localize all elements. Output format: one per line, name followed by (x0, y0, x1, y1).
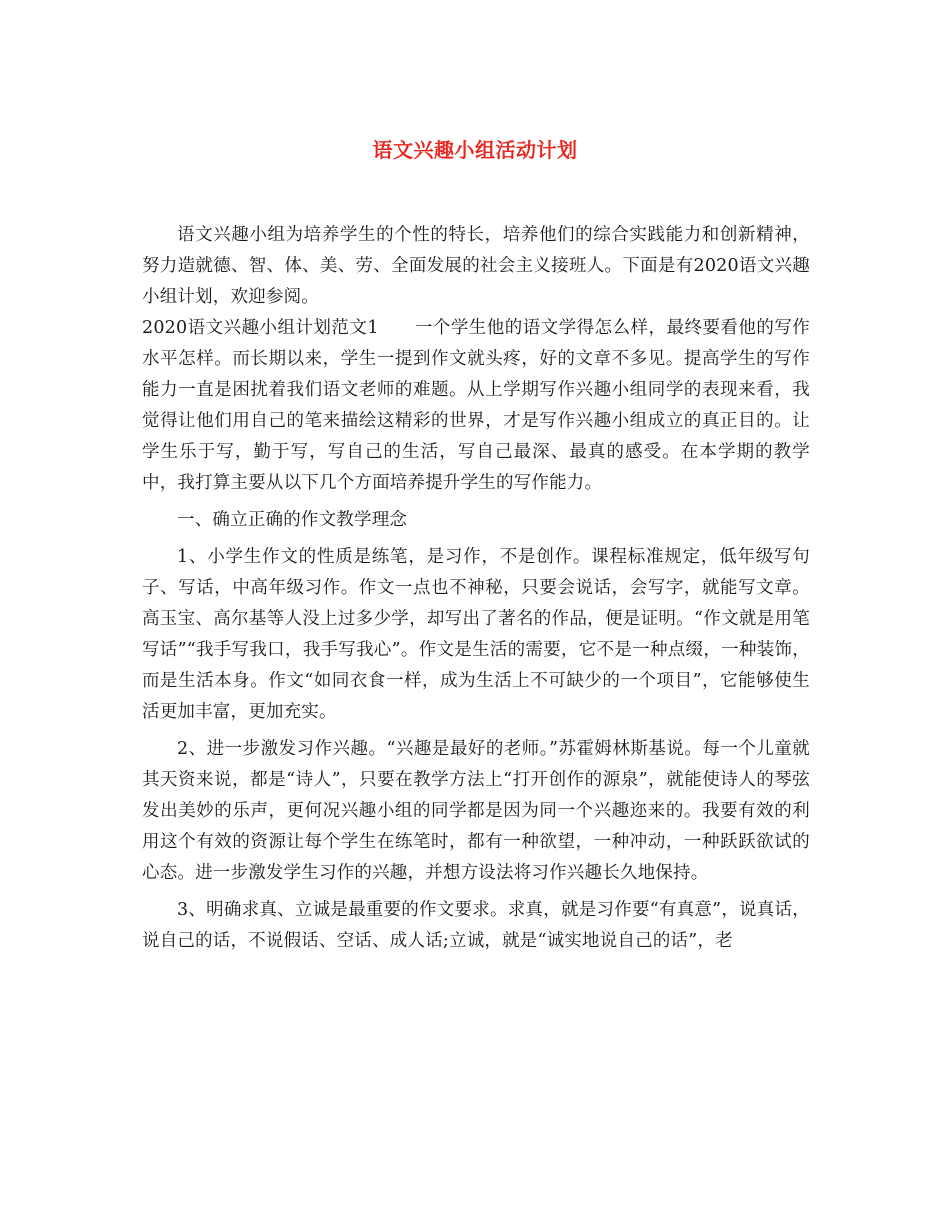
point-2-paragraph: 2、进一步激发习作兴趣。“兴趣是最好的老师。”苏霍姆林斯基说。每一个儿童就其天资来说，都是“诗人”，只要在教学方法上“打开创作的源泉”，就能使诗人的琴弦发出美妙的乐声，更何况兴趣小组的同学都是因为同一个兴趣迩来的。我要有效的利用这个有效的资源让每个学生在练笔时，都有一种欲望，一种冲动，一种跃跃欲试的心态。进一步激发学生习作的兴趣，并想方设法将习作兴趣长久地保持。 (142, 739, 810, 883)
document-title: 语文兴趣小组活动计划 (372, 138, 578, 162)
section-heading: 一、确立正确的作文教学理念 (177, 510, 408, 530)
point-3-paragraph: 3、明确求真、立诚是最重要的作文要求。求真，就是习作要“有真意”，说真话，说自己的话，不说假话、空话、成人话;立诚，就是“诚实地说自己的话”，老 (142, 900, 810, 951)
intro-paragraph: 语文兴趣小组为培养学生的个性的特长，培养他们的综合实践能力和创新精神，努力造就德、智、体、美、劳、全面发展的社会主义接班人。下面是有2020语文兴趣小组计划，欢迎参阅。 (142, 225, 810, 307)
sample-paragraph: 2020语文兴趣小组计划范文1 一个学生他的语文学得怎么样，最终要看他的写作水平怎样。而长期以来，学生一提到作文就头疼，好的文章不多见。提高学生的写作能力一直是困扰着我们语文老师的难题。从上学期写作兴趣小组同学的表现来看，我觉得让他们用自己的笔来描绘这精彩的世界，才是写作兴趣小组成立的真正目的。让学生乐于写，勤于写，写自己的生活，写自己最深、最真的感受。在本学期的教学中，我打算主要从以下几个方面培养提升学生的写作能力。 (142, 318, 810, 493)
point-1-paragraph: 1、小学生作文的性质是练笔，是习作，不是创作。课程标准规定，低年级写句子、写话，中高年级习作。作文一点也不神秘，只要会说话，会写字，就能写文章。高玉宝、高尔基等人没上过多少学，却写出了著名的作品，便是证明。“作文就是用笔写话”“我手写我口，我手写我心”。作文是生活的需要，它不是一种点缀，一种装饰，而是生活本身。作文“如同衣食一样，成为生活上不可缺少的一个项目”，它能够使生活更加丰富，更加充实。 (142, 547, 810, 722)
document-body (142, 220, 810, 957)
